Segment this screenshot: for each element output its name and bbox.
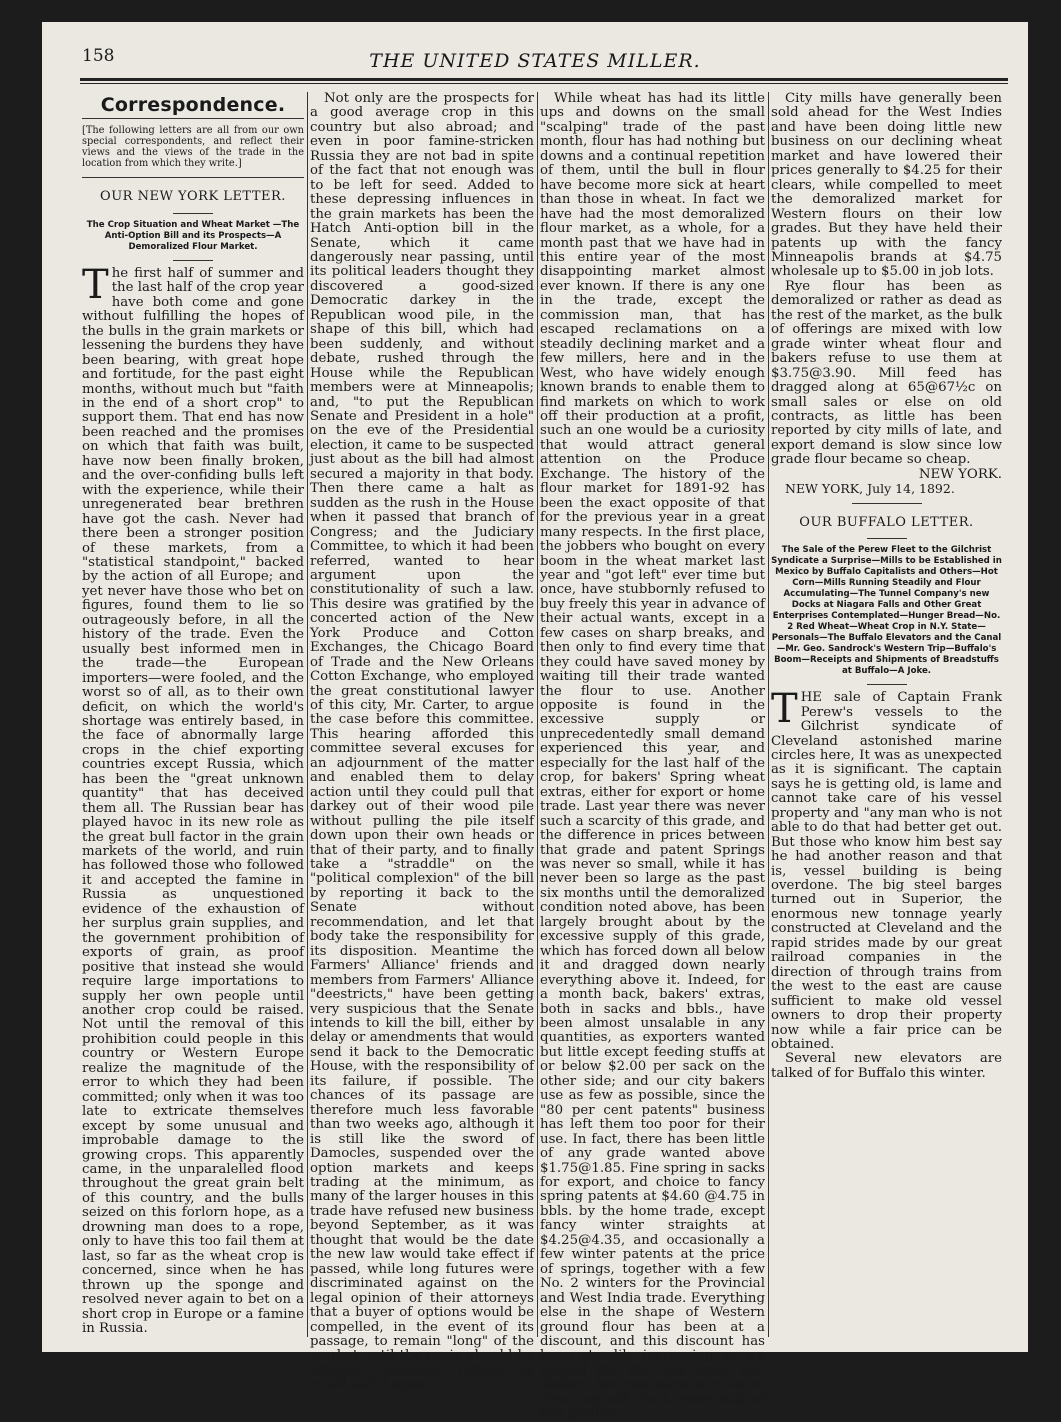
buffalo-subheading: The Sale of the Perew Fleet to the Gilchrist Syndicate a Surprise—Mills to be Established in Mexico by Buffalo Capitalists and Others—Hot Corn—Mills Running Steadily and Flour Accumulating—The Tunnel Company's new Docks at Niagara Falls and Other Great Enterprises Contemplated—Hunger Bread—No. 2 Red Wheat—Wheat Crop in N.Y. State—Personals—The Buffalo Elevators and the Canal—Mr. Geo. Sandrock's Western Trip—Buffalo's Boom—Receipts and Shipments of Breadstuffs at Buffalo—A Joke. bbox=[771, 545, 1002, 677]
ny-paragraph-4: City mills have generally been sold ahead for the West Indies and have been doing little new business on our declining wheat market and have lowered their prices generally to $4.25 for their clears, while compelled to meet the demoralized market for Western flours on their low grades. But they have held their patents up with the fancy Minneapolis brands at $4.75 wholesale up to $5.00 in job lots. bbox=[771, 91, 1002, 280]
column-2 bbox=[310, 91, 534, 1393]
buffalo-paragraph-1 bbox=[771, 686, 1002, 1053]
buffalo-paragraph-2: Several new elevators are talked of for Buffalo this winter. bbox=[771, 1051, 1002, 1081]
section-rule bbox=[82, 118, 304, 119]
column-4 bbox=[771, 92, 1002, 1337]
ny-subheading: The Crop Situation and Wheat Market —The Anti-Option Bill and its Prospects—A Demoralized Flour Market. bbox=[86, 219, 300, 252]
buffalo-paragraph-1-text: HE sale of Captain Frank Perew's vessels to the Gilchrist syndicate of Cleveland astonished marine circles here, It was as unexpected as it is significant. The captain says he is getting old, is lame and cannot take care of his vessel property and "any man who is not able to do that had better get out. But those who know him best say he had another reason and that is, vessel building is being overdone. The big steel barges turned out in Superior, the enormous new tonnage yearly constructed at Cleveland and the rapid strides made by our great railroad companies in the direction of through trains from the west to the east are cause sufficient to make old vessel owners to drop their property now while a fair price can be obtained. bbox=[771, 690, 1002, 1053]
buffalo-dropcap: T bbox=[771, 686, 798, 733]
ny-paragraph-2: Not only are the prospects for a good average crop in this country but also abroad; and even in poor famine-stricken Russia they are not bad in spite of the fact that not enough was to be left for seed. Added to these depressing influences in the grain markets has been the Hatch Anti-option bill in the Senate, which it came dangerously near passing, until its political leaders thought they discovered a good-sized Democratic darkey in the Republican wood pile, in the shape of this bill, which had been suddenly, and without debate, rushed through the House while the Republican members were at Minneapolis; and, "to put the Republican Senate and President in a hole" on the eve of the Presidential election, it came to be suspected just about as the bill had almost secured a majority in that body. Then there came a halt as sudden as the rush in the House when it passed that branch of Congress; and the Judiciary Committee, to which it had been referred, wanted to hear argument upon the constitutionality of such a law. This desire was gratified by the concerted action of the New York Produce and Cotton Exchanges, the Chicago Board of Trade and the New Orleans Cotton Exchange, who employed the great constitutional lawyer of this city, Mr. Carter, to argue the case before this committee. This hearing afforded this committee several excuses for an adjournment of the matter and enabled them to delay action until they could pull that darkey out of their wood pile without pulling the pile itself down upon their own heads or that of their party, and to finally take a "straddle" on the "political complexion" of the bill by reporting it back to the Senate without recommendation, and let that body take the responsibility for its disposition. Meantime the Farmers' Alliance' friends and members from Farmers' Alliance "deestricts," have been getting very suspicious that the Senate intends to kill the bill, either by delay or amendments that would send it back to the Democratic House, with the responsibility of its failure, if possible. The chances of its passage are therefore much less favorable than two weeks ago, although it is still like the sword of Damocles, suspended over the option markets and keeps trading at the minimum, as many of the larger houses in this trade have refused new business beyond September, as it was thought that would be the date the new law would take effect if passed, while long futures were discriminated against on the legal opinion of their attorneys that a buyer of options would be compelled, in the event of its passage, to remain "long" of the market until the grain should be actually delivered before he could sell it again. bbox=[310, 91, 534, 1393]
buffalo-letter-title: OUR BUFFALO LETTER. bbox=[799, 514, 974, 530]
section-rule bbox=[82, 177, 304, 178]
title-rule bbox=[173, 213, 213, 214]
header-rule bbox=[80, 78, 1008, 81]
ny-paragraph-1 bbox=[82, 261, 304, 1337]
column-divider bbox=[537, 92, 538, 1337]
column-3 bbox=[540, 91, 765, 1422]
subheading-rule bbox=[867, 684, 907, 685]
ny-paragraph-5: Rye flour has been as demoralized or rather as dead as the rest of the market, as the bulk of offerings are mixed with low grade winter wheat flour and bakers refuse to use them at $3.75@3.90. Mill feed has dragged along at 65@67½c on small sales or else on old contracts, as little has been reported by city mills of late, and export demand is slow since low grade flour became so cheap. bbox=[771, 278, 1002, 468]
header-rule-thin bbox=[80, 83, 1008, 84]
ny-dateline: NEW YORK, July 14, 1892. bbox=[785, 481, 955, 497]
page-number: 158 bbox=[82, 46, 115, 66]
subheading-rule bbox=[173, 260, 213, 261]
ny-signature: NEW YORK. bbox=[918, 466, 1002, 482]
column-divider bbox=[307, 92, 308, 1337]
section-note: [The following letters are all from our own special correspondents, and reflect their views and the views of the trade in the location from which they write.] bbox=[82, 125, 304, 170]
journal-title: THE UNITED STATES MILLER. bbox=[369, 50, 701, 72]
column-1 bbox=[82, 92, 304, 1337]
newspaper-page bbox=[42, 22, 1028, 1422]
letter-separator bbox=[852, 503, 922, 504]
ny-paragraph-1-text: he first half of summer and the last half of the crop year have both come and gone without fulfilling the hopes of the bulls in the grain markets or lessening the burdens they have been bearing, with great hope and fortitude, for the past eight months, without much but "faith in the end of a short crop" to support them. That end has now been reached and the promises on which that faith was built, have now been finally broken, and the over-confiding bulls left with the experience, while their unregenerated bear brethren have got the cash. Never had there been a stronger position of these markets, from a "statistical standpoint," backed by the action of all Europe; and yet never have those who bet on figures, found them to lie so outrageously before, in all the history of the trade. Even the usually best informed men in the trade—the European importers—were fooled, and the worst so of all, as to their own deficit, on which the world's shortage was entirely based, in the face of abnormally large crops in the chief exporting countries except Russia, which has been the "great unknown quantity" that has deceived them all. The Russian bear has played havoc in its new role as the great bull factor in the grain markets of the world, and ruin has followed those who followed it and accepted the famine in Russia as unquestioned evidence of the exhaustion of her surplus grain supplies, and the government prohibition of exports of grain, as proof positive that instead she would require large importations to supply her own people until another crop could be raised. Not until the removal of this prohibition could people in this country or Western Europe realize the magnitude of the error to which they had been committed; only when it was too late to extricate themselves except by some unusual and improbable damage to the growing crops. This apparently came, in the unparalelled flood throughout the great grain belt of this country, and the bulls seized on this forlorn hope, as a drowning man does to a rope, only to have this too fail them at last, so far as the wheat crop is concerned, since when he has thrown up the sponge and resolved never again to bet on a short crop in Europe or a famine in Russia. bbox=[82, 265, 304, 1336]
column-divider bbox=[768, 92, 769, 1337]
ny-letter-title: OUR NEW YORK LETTER. bbox=[100, 189, 286, 205]
ny-dropcap: T bbox=[82, 261, 109, 308]
ny-paragraph-3: While wheat has had its little ups and downs on the small "scalping" trade of the past month, flour has had nothing but downs and a continual repetition of them, until the bull in flour have become more sick at heart than those in wheat. In fact we have had the most demoralized flour market, as a whole, for a month past that we have had in this entire year of the most disappointing market almost ever known. If there is any one in the trade, except the commission man, that has escaped reclamations on a steadily declining market and a few millers, here and in the West, who have widely enough known brands to enable them to find markets on which to work off their production at a profit, such an one would be a curiosity that would attract general attention on the Produce Exchange. The history of the flour market for 1891-92 has been the exact opposite of that for the previous year in a great many respects. In the first place, the jobbers who bought on every boom in the wheat market last year and "got left" ever time but once, have stubbornly refused to buy freely this year in advance of their actual wants, except in a few cases on sharp breaks, and then only to find every time that they could have saved money by waiting till their trade wanted the flour to use. Another opposite is found in the excessive supply or unprecedentedly small demand experienced this year, and especially for the last half of the crop, for bakers' Spring wheat extras, either for export or home trade. Last year there was never such a scarcity of this grade, and the difference in prices between that grade and patent Springs was never so small, while it has never been so large as the past six months until the demoralized condition noted above, has been largely brought about by the excessive supply of this grade, which has forced down all below it and dragged down nearly everything above it. Indeed, for a month back, bakers' extras, both in sacks and bbls., have been almost unsalable in any quantities, as exporters wanted but little except feeding stuffs at or below $2.00 per sack on the other side; and our city bakers use as few as possible, since the "80 per cent patents" business has left them too poor for their use. In fact, there has been little of any grade wanted above $1.75@1.85. Fine spring in sacks for export, and choice to fancy spring patents at $4.60 @4.75 in bbls. by the home trade, except fancy winter straights at $4.25@4.35, and occasionally a few winter patents at the price of springs, together with a few No. 2 winters for the Provincial and West India trade. Everything else in the shape of Western ground flour has been at a discount, and this discount has been steadily increasing as we neared the the new crop, and dealers become more anxious to clear out old stock, especially of low grades. bbox=[540, 91, 765, 1422]
title-rule bbox=[867, 538, 907, 539]
section-title: Correspondence. bbox=[100, 94, 286, 116]
